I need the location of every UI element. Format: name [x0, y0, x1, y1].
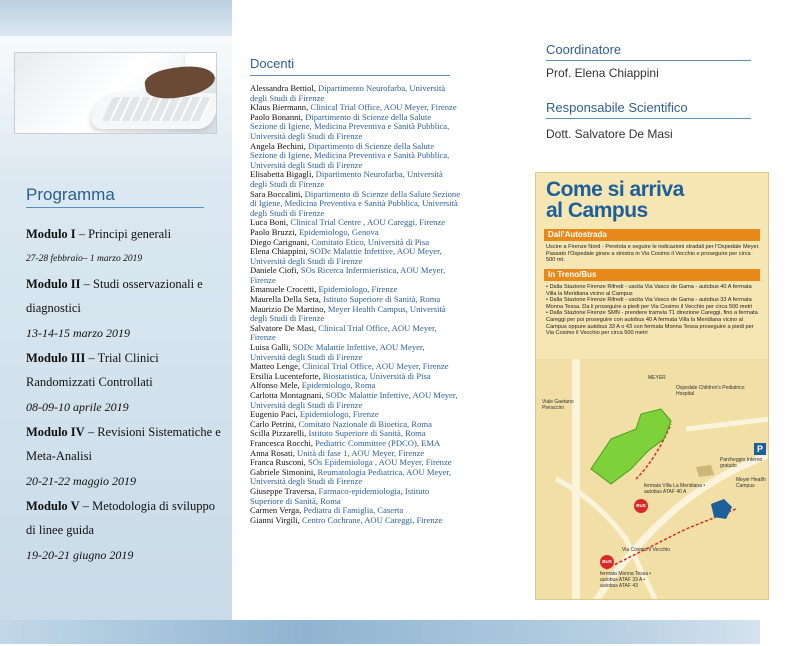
docente-name: Salvatore De Masi, — [250, 322, 319, 333]
docente-name: Gianni Virgili, — [250, 514, 302, 525]
docente-name: Maurizio De Martino, — [250, 303, 328, 314]
responsabile-name: Dott. Salvatore De Masi — [546, 127, 673, 141]
docente-affiliation: Epidemiologo, Firenze — [318, 284, 398, 295]
docente-affiliation: Clinical Trial Office, AOU Meyer, Firenze — [302, 361, 449, 372]
docente-affiliation: Istituto Superiore di Sanità, Roma — [323, 294, 441, 305]
section-treno-bus: In Treno/Bus — [544, 269, 760, 281]
docente-name: Scilla Pizzarelli, — [250, 428, 309, 439]
docenti-list — [250, 84, 460, 525]
docente-item — [250, 343, 460, 362]
module-date: 08-09-10 aprile 2019 — [26, 400, 129, 414]
map-title-line2: al Campus — [546, 199, 648, 222]
module-title — [26, 272, 226, 320]
docente-name: Giuseppe Traversa, — [250, 485, 319, 496]
docente-item — [250, 324, 460, 343]
responsabile-label: Responsabile Scientifico — [546, 100, 688, 115]
docente-affiliation: Clinical Trial Office, AOU Meyer, Firenze — [250, 322, 437, 343]
coordinatore-name: Prof. Elena Chiappini — [546, 66, 659, 80]
docente-item — [250, 190, 460, 219]
docente-name: Diego Carignani, — [250, 236, 312, 247]
docente-affiliation: Dipartimento Neurofarba, Università degli Studi di Firenze — [250, 83, 446, 103]
module-name: – Principi generali — [75, 227, 172, 241]
docente-name: Angela Bechini, — [250, 140, 308, 151]
module-name: – Metodologia di sviluppo di linee guida — [26, 499, 216, 537]
docente-name: Daniele Ciofi, — [250, 265, 301, 276]
docente-affiliation: Farmaco-epidemiologia, Istituto Superiore di Sanità, Roma — [250, 485, 430, 506]
treno-bus-item: • Dalla Stazione Firenze Rifredi - uscita Via Vasco de Gama - autobus 33 A fermata Monna Tessa. Da li proseguire a piedi per Via Cosimo il Vecchio per circa 500 metri — [546, 297, 753, 310]
module-number: Modulo IV — [26, 425, 85, 439]
treno-bus-list — [546, 284, 760, 337]
docente-affiliation: Reumatologia Pediatrica, AOU Meyer, Università degli Studi di Firenze — [250, 466, 452, 487]
bottom-band — [0, 620, 760, 644]
bus-stop-icon-meridiana: BUS — [634, 499, 648, 513]
docente-affiliation: Epidemiologo, Genova — [298, 226, 379, 237]
docente-affiliation: SODc Malattie Infettive, AOU Meyer, Università degli Studi di Firenze — [250, 390, 458, 410]
docente-affiliation: SODc Malattie Infettive, AOU Meyer, Università degli Studi di Firenze — [250, 342, 425, 362]
docente-name: Luisa Galli, — [250, 342, 293, 353]
docente-item — [250, 305, 460, 324]
docente-affiliation: Pediatric Committee (PDCO), EMA — [315, 437, 441, 448]
treno-bus-item: • Dalla Stazione Firenze SMN - prendere tramvia T1 direzione Careggi, fino a fermata Careggi per poi proseguire con autobus 40 A fermata Villa la Meridiana vicino al Campus oppure autobus 33 A o 43 con fermata Monna Tessa proseguire a piedi per Via Cosimo il Vecchio per circa 500 metri — [546, 310, 758, 337]
docente-affiliation: Epidemiologo, Firenze — [299, 409, 379, 420]
bus-stop-icon-monna-tessa: BUS — [600, 555, 614, 569]
hospital-label: Ospedale Children's Pediatrico Hospital — [676, 385, 745, 397]
docente-name: Maurella Della Seta, — [250, 294, 324, 305]
docente-name: Anna Rosati, — [250, 447, 298, 458]
module-title — [26, 494, 226, 542]
docente-affiliation: Centro Cochrane, AOU Careggi, Firenze — [301, 514, 443, 525]
docente-item — [250, 170, 460, 189]
docente-name: Carlo Petrini, — [250, 418, 299, 429]
docente-name: Emanuele Crocetti, — [250, 284, 319, 295]
docente-name: Gabriele Simonini, — [250, 466, 318, 477]
docente-item — [250, 468, 460, 487]
docente-item — [250, 84, 460, 103]
stop-label-meridiana: fermata Villa La Meridiana • autobus ATAF 40 A — [644, 483, 706, 495]
docente-item — [250, 113, 460, 142]
docente-name: Alfonso Mele, — [250, 380, 302, 391]
docente-affiliation: Dipartimento Neurofarba, Università degli Studi di Firenze — [250, 169, 443, 189]
campus-map — [536, 359, 769, 600]
meyer-logo: MEYER — [648, 375, 666, 381]
programma-list — [26, 222, 226, 568]
module-title — [26, 420, 226, 468]
module-number: Modulo I — [26, 227, 76, 241]
docente-name: Elisabetta Bigagli, — [250, 169, 316, 180]
coordinatore-label: Coordinatore — [546, 42, 622, 57]
keyboard-photo — [14, 52, 217, 134]
coordinatore-divider — [546, 60, 751, 61]
docente-affiliation: Pediatra di Famiglia, Caserta — [303, 505, 404, 516]
module-date: 20-21-22 maggio 2019 — [26, 474, 136, 488]
module-name: – Trial Clinici Randomizzati Controllati — [26, 351, 159, 389]
module-date: 13-14-15 marzo 2019 — [26, 326, 130, 340]
module-number: Modulo II — [26, 277, 81, 291]
docente-item — [250, 391, 460, 410]
responsabile-divider — [546, 118, 751, 119]
parking-icon: P — [754, 443, 766, 455]
docente-affiliation: Dipartimento di Scienze della Salute Sezione di Igiene, Medicina Preventiva e Sanità Pubblica, Università degli Studi di Firenze — [250, 111, 450, 141]
map-title-line1: Come si arriva — [546, 178, 684, 201]
module-number: Modulo III — [26, 351, 86, 365]
docente-affiliation: Clinical Trial Centre , AOU Careggi, Firenze — [290, 217, 446, 228]
programma-divider — [26, 207, 204, 208]
module-number: Modulo V — [26, 499, 80, 513]
docente-affiliation: Comitato Nazionale di Bioetica, Roma — [298, 418, 432, 429]
map-title — [546, 179, 684, 221]
docente-item — [250, 487, 460, 506]
map-card — [535, 172, 769, 600]
docente-name: Paolo Bonanni, — [250, 111, 306, 122]
docente-affiliation: SOs Ricerca Infermieristica, AOU Meyer, Firenze — [250, 265, 446, 285]
docente-affiliation: Epidemiologo, Roma — [301, 380, 376, 391]
docente-name: Franca Rusconi, — [250, 457, 308, 468]
docente-item — [250, 516, 460, 526]
module-name: – Revisioni Sistematiche e Meta-Analisi — [26, 425, 221, 463]
road-label-cosimo: Via Cosimo il Vecchio — [622, 547, 670, 553]
docente-affiliation: Dipartimento di Scienze della Salute Sezione di Igiene, Medicina Preventiva e Sanità Pubblica, Università degli Studi di Firenze — [250, 188, 461, 218]
module-title — [26, 346, 226, 394]
docente-item — [250, 247, 460, 266]
treno-bus-item: • Dalla Stazione Firenze Rifredi - uscita Via Vasco de Gama - autobus 40 A fermata Villa la Meridiana vicino al Campus — [546, 284, 752, 297]
stop-label-monna-tessa: fermata Monna Tessa • autobus ATAF 33 A • autobus ATAF 43 — [600, 571, 652, 589]
docente-name: Klaus Biermann, — [250, 102, 311, 113]
docente-affiliation: SOs Epidemiologa , AOU Meyer, Firenze — [308, 457, 452, 468]
docente-name: Matteo Lenge, — [250, 361, 303, 372]
docenti-title: Docenti — [250, 56, 295, 71]
keyboard-keys-image — [101, 97, 212, 121]
docente-name: Carmen Verga, — [250, 505, 304, 516]
campus-label: Meyer Health Campus — [736, 477, 766, 489]
programma-title: Programma — [26, 185, 115, 204]
docente-item — [250, 266, 460, 285]
module-date: 27-28 febbraio– 1 marzo 2019 — [26, 254, 143, 264]
docenti-divider — [250, 75, 450, 76]
docente-item — [250, 142, 460, 171]
parking-label: Parcheggio Interno gratuito — [720, 457, 763, 469]
docente-affiliation: Meyer Health Campus, Università degli Studi di Firenze — [250, 303, 446, 324]
module-title — [26, 222, 226, 246]
docente-name: Eugenio Paci, — [250, 409, 300, 420]
docente-name: Francesca Rocchi, — [250, 437, 316, 448]
road-label-pieraccini: Viale Gaetano Pieraccini — [542, 399, 574, 411]
section-autostrada: Dall'Autostrada — [544, 229, 760, 241]
docente-affiliation: SODc Malattie Infettive, AOU Meyer, Università degli Studi di Firenze — [250, 246, 442, 266]
docente-name: Luca Boni, — [250, 217, 291, 228]
docente-name: Carlotta Montagnani, — [250, 390, 326, 400]
module-name: – Studi osservazionali e diagnostici — [26, 277, 203, 315]
docente-name: Sara Boccalini, — [250, 188, 305, 199]
docente-affiliation: Comitato Etico, Università di Pisa — [311, 236, 430, 247]
docente-affiliation: Biostatistica, Università di Pisa — [322, 370, 431, 381]
docente-name: Alessandra Bettiol, — [250, 83, 319, 93]
module-date: 19-20-21 giugno 2019 — [26, 548, 134, 562]
docente-name: Ersilia Lucenteforte, — [250, 370, 323, 381]
docente-affiliation: Dipartimento di Scienze della Salute Sezione di Igiene, Medicina Preventiva e Sanità Pubblica, Università degli Studi di Firenze — [250, 140, 450, 170]
docente-affiliation: Unità di fase 1, AOU Meyer, Firenze — [297, 447, 425, 458]
docente-affiliation: Istituto Superiore di Sanità, Roma — [308, 428, 426, 439]
docente-name: Paolo Bruzzi, — [250, 226, 299, 237]
docente-name: Elena Chiappini, — [250, 246, 310, 257]
autostrada-text: Uscire a Firenze Nord - Peretola e seguire le indicazioni stradali per l'Ospedale Meyer. Passato l'Ospedale girare a sinistra in Via Cosimo il Vecchio e proseguire per circa 500 mt. — [546, 244, 760, 264]
docente-affiliation: Clinical Trial Office, AOU Meyer, Firenze — [310, 102, 457, 113]
